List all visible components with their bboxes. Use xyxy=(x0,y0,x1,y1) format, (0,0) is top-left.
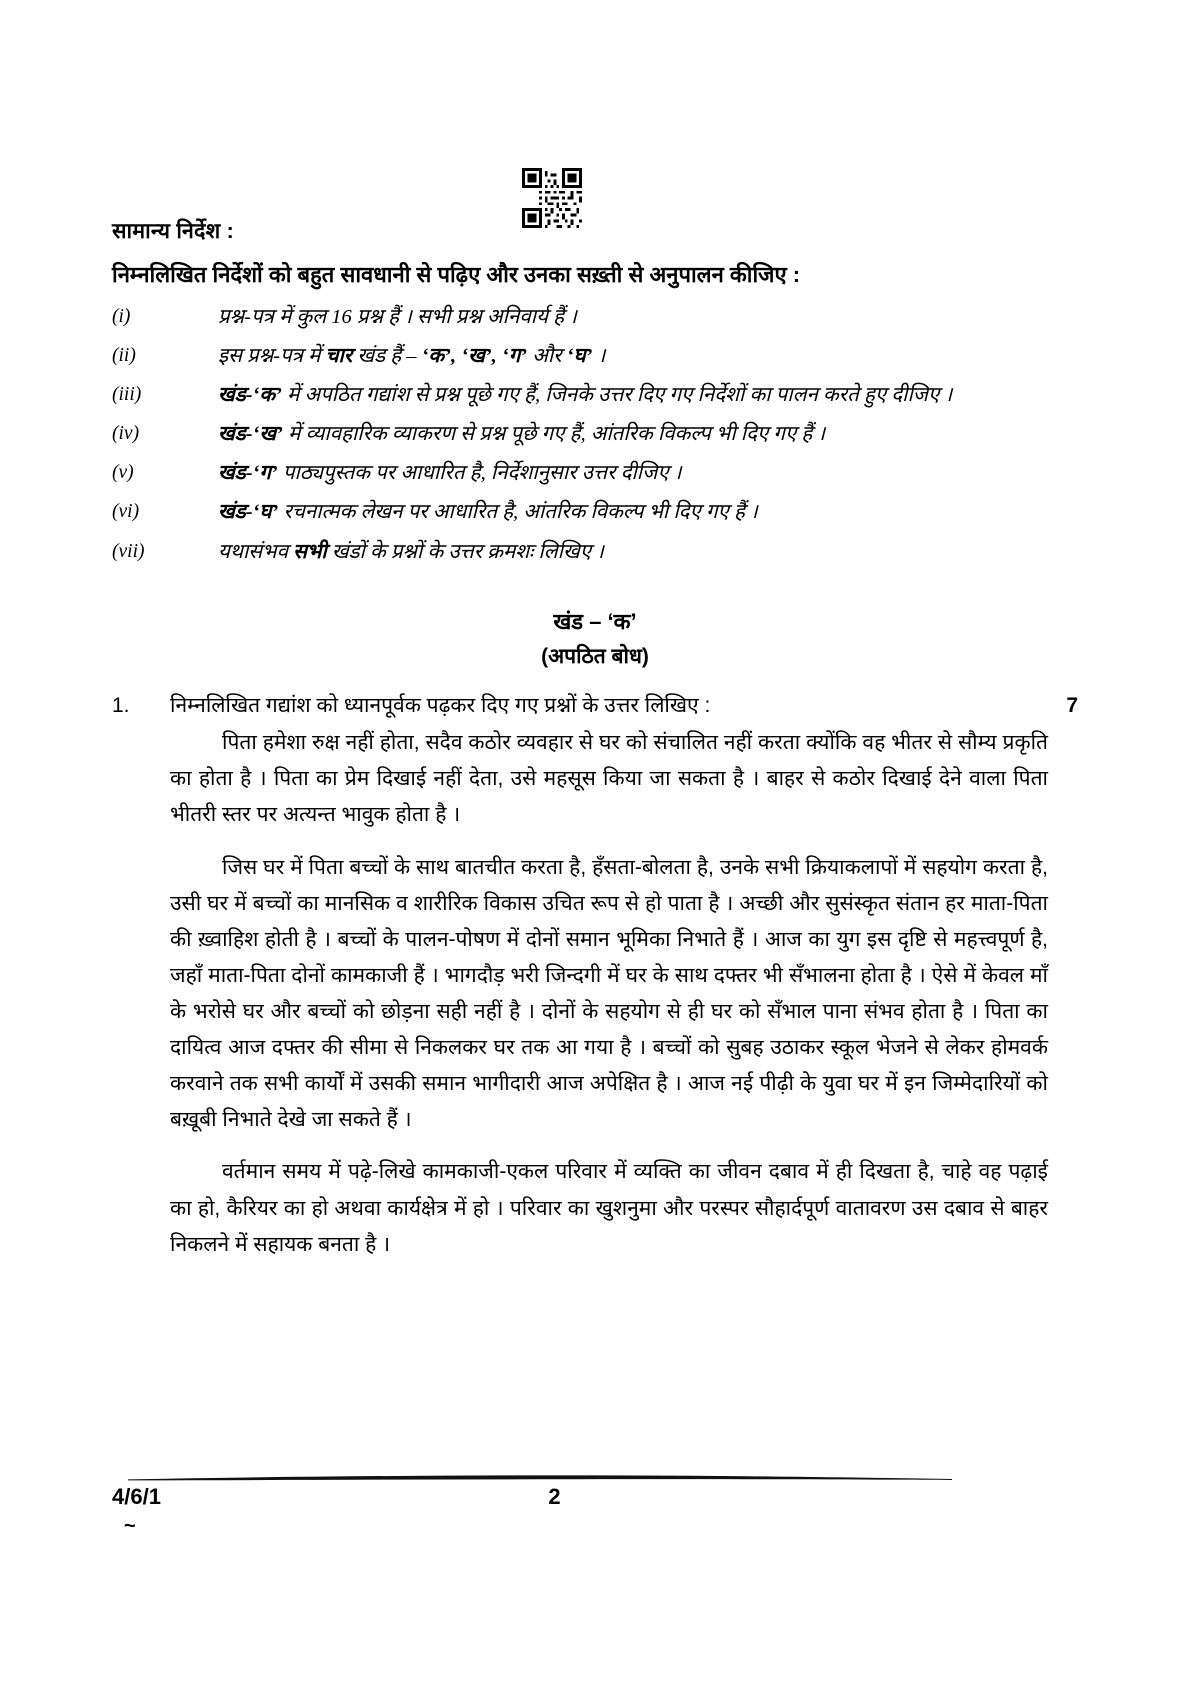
footer xyxy=(112,1484,1078,1510)
instruction-marker: (iii) xyxy=(112,383,142,405)
instruction-item xyxy=(112,497,1078,528)
passage-paragraph: जिस घर में पिता बच्चों के साथ बातचीत करता है, हँसता-बोलता है, उनके सभी क्रियाकलापों में सहयोग करता है, उसी घर में बच्चों का मानसिक व शारीरिक विकास उचित रूप से हो पाता है । अच्छी और सुसंस्कृत संतान हर माता-पिता की ख़्वाहिश होती है । बच्चों के पालन-पोषण में दोनों समान भूमिका निभाते हैं । आज का युग इस दृष्टि से महत्त्वपूर्ण है, जहाँ माता-पिता दोनों कामकाजी हैं । भागदौड़ भरी जिन्दगी में घर के साथ दफ्तर भी सँभालना होता है । ऐसे में केवल माँ के भरोसे घर और बच्चों को छोड़ना सही नहीं है । दोनों के सहयोग से ही घर को सँभाल पाना संभव होता है । पिता का दायित्व आज दफ्तर की सीमा से निकलकर घर तक आ गया है । बच्चों को सुबह उठाकर स्कूल भेजने से लेकर होमवर्क करवाने तक सभी कार्यों में उसकी समान भागीदारी आज अपेक्षित है । आज नई पीढ़ी के युवा घर में इन जिम्मेदारियों को बख़ूबी निभाते देखे जा सकते हैं । xyxy=(170,855,1048,1132)
instruction-text: खंड-‘घ’ रचनात्मक लेखन पर आधारित है, आंतरिक विकल्प भी दिए गए हैं । xyxy=(218,501,758,524)
question-number: 1. xyxy=(112,693,130,717)
question-marks: 7 xyxy=(1066,693,1078,717)
instruction-marker: (ii) xyxy=(112,344,136,366)
general-instructions-subheading: निम्नलिखित निर्देशों को बहुत सावधानी से पढ़िए और उनका सख़्ती से अनुपालन कीजिए : xyxy=(112,261,801,287)
question-1-row xyxy=(112,690,1078,722)
instruction-marker: (v) xyxy=(112,462,134,484)
instruction-text: खंड-‘ग’ पाठ्यपुस्तक पर आधारित है, निर्देशानुसार उत्तर दीजिए । xyxy=(218,462,682,485)
page-content xyxy=(112,218,1078,1263)
instruction-item xyxy=(112,458,1078,489)
instruction-text: खंड-‘क’ में अपठित गद्यांश से प्रश्न पूछे गए हैं, जिनके उत्तर दिए गए निर्देशों का पालन करते हुए दीजिए । xyxy=(218,383,953,406)
instructions-list xyxy=(112,302,1078,568)
general-instructions-heading: सामान्य निर्देश : xyxy=(112,219,234,243)
instruction-marker: (iv) xyxy=(112,423,140,445)
instruction-text: इस प्रश्न-पत्र में चार खंड हैं – ‘क’, ‘ख’, ‘ग’ और ‘घ’ । xyxy=(218,344,606,367)
instruction-item xyxy=(112,302,1078,333)
instruction-item xyxy=(112,341,1078,372)
footer-divider xyxy=(128,1474,952,1484)
section-subtitle: (अपठित बोध) xyxy=(541,644,649,668)
passage-text xyxy=(170,725,1048,1263)
passage-paragraph: वर्तमान समय में पढ़े-लिखे कामकाजी-एकल परिवार में व्यक्ति का जीवन दबाव में ही दिखता है, चाहे वह पढ़ाई का हो, कैरियर का हो अथवा कार्यक्षेत्र में हो । परिवार का खुशनुमा और परस्पर सौहार्दपूर्ण वातावरण उस दबाव से बाहर निकलने में सहायक बनता है । xyxy=(170,1160,1048,1256)
instruction-marker: (vi) xyxy=(112,501,140,523)
instruction-text: प्रश्न-पत्र में कुल 16 प्रश्न हैं । सभी प्रश्न अनिवार्य हैं । xyxy=(218,305,577,328)
instruction-text: खंड-‘ख’ में व्यावहारिक व्याकरण से प्रश्न पूछे गए हैं, आंतरिक विकल्प भी दिए गए हैं । xyxy=(218,423,826,446)
passage-paragraph: पिता हमेशा रुक्ष नहीं होता, सदैव कठोर व्यवहार से घर को संचालित नहीं करता क्योंकि वह भीतर से सौम्य प्रकृति का होता है । पिता का प्रेम दिखाई नहीं देता, उसे महसूस किया जा सकता है । बाहर से कठोर दिखाई देने वाला पिता भीतरी स्तर पर अत्यन्त भावुक होता है । xyxy=(170,731,1048,827)
section-title: खंड – ‘क’ xyxy=(553,608,637,634)
instruction-item xyxy=(112,380,1078,411)
page-number: 2 xyxy=(548,1484,561,1509)
instruction-text: यथासंभव सभी खंडों के प्रश्नों के उत्तर क्रमशः लिखिए । xyxy=(218,540,604,563)
question-prompt: निम्नलिखित गद्यांश को ध्यानपूर्वक पढ़कर दिए गए प्रश्नों के उत्तर लिखिए : xyxy=(170,693,711,717)
instruction-item xyxy=(112,419,1078,450)
instruction-item xyxy=(112,537,1078,568)
instruction-marker: (vii) xyxy=(112,540,145,562)
paper-code: 4/6/1 xyxy=(112,1484,161,1509)
instruction-marker: (i) xyxy=(112,305,131,327)
footer-tilde-mark: ~ xyxy=(124,1515,136,1537)
